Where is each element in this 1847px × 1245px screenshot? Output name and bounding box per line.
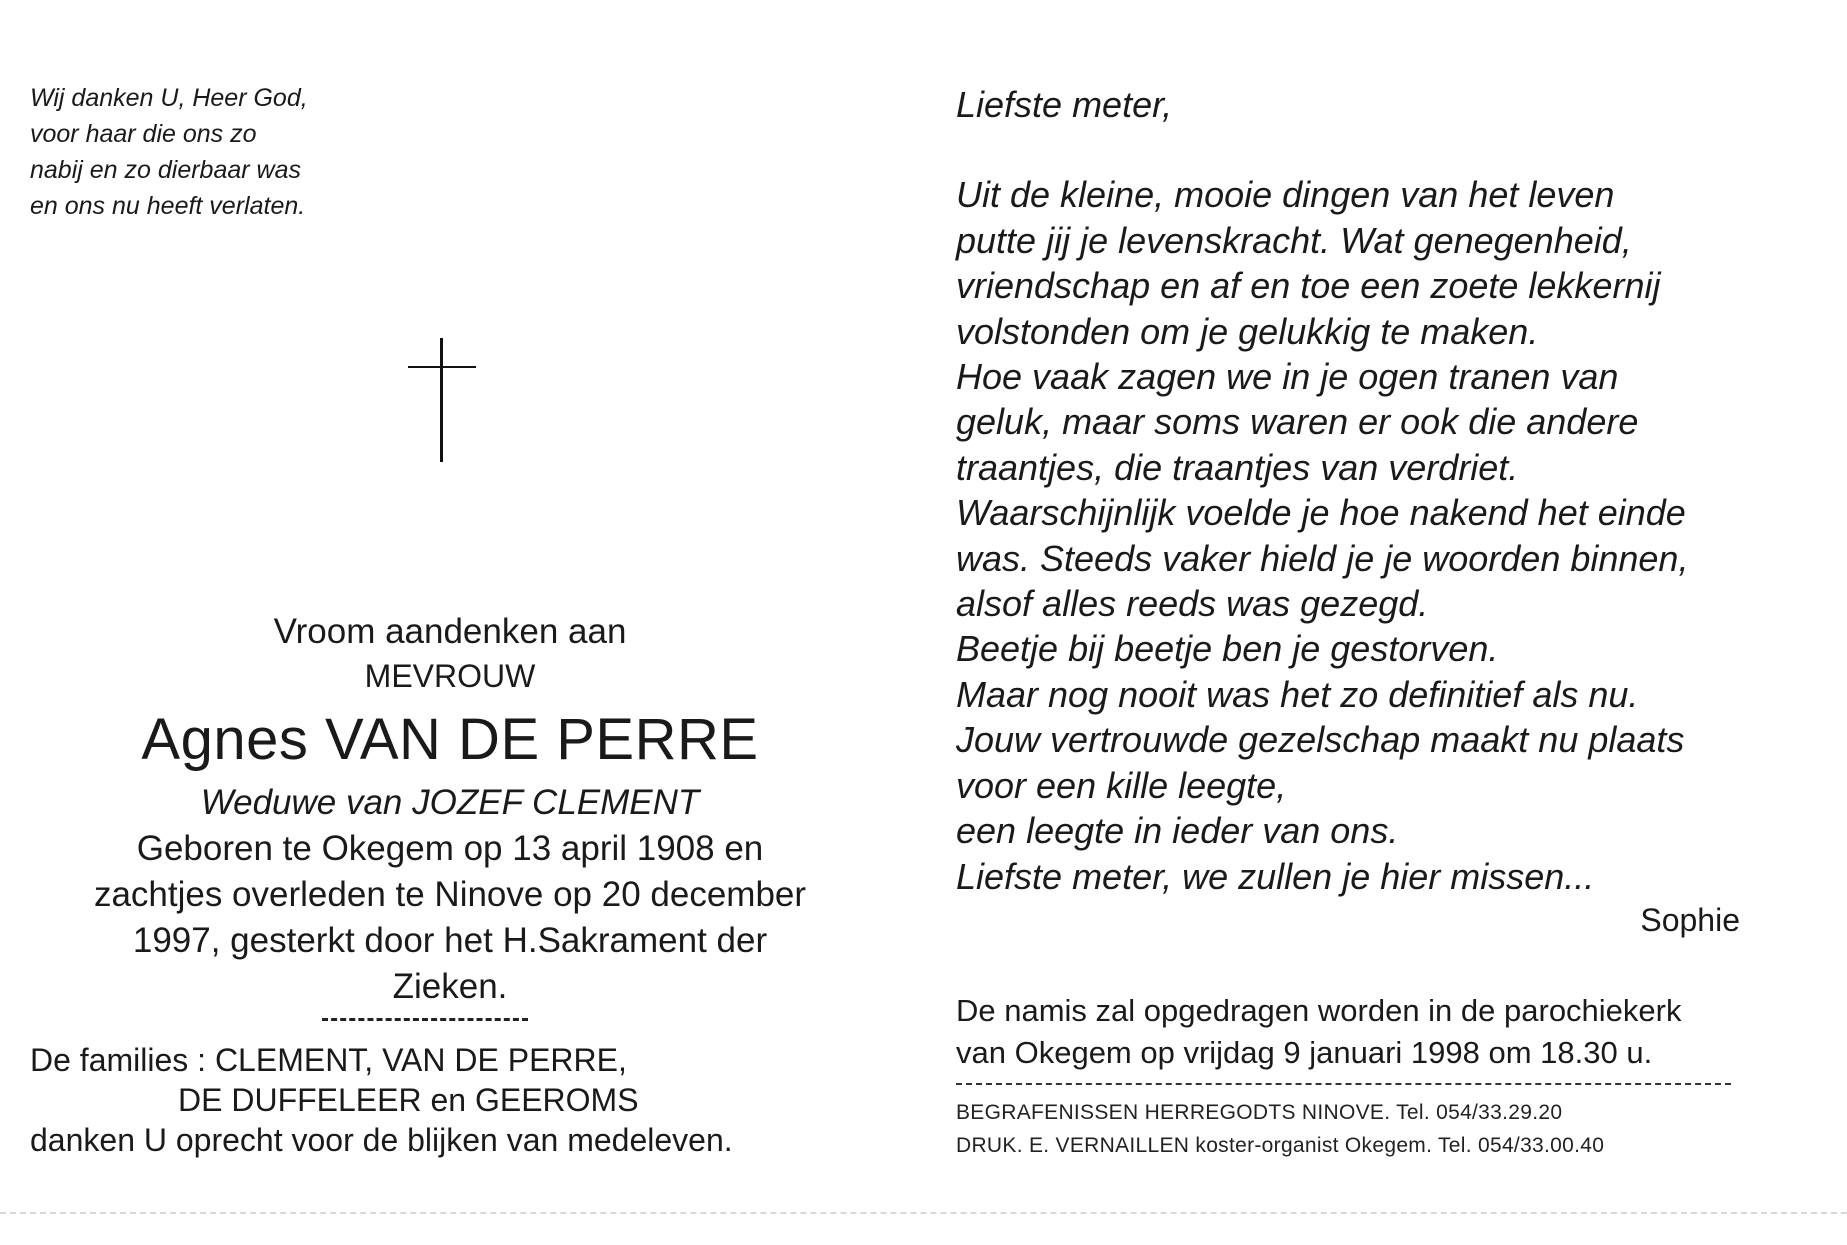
letter-line: Beetje bij beetje ben je gestorven. — [956, 628, 1499, 670]
letter-line: vriendschap en af en toe een zoete lekkernij — [956, 265, 1661, 307]
deceased-name: Agnes VAN DE PERRE — [141, 707, 759, 772]
biography-line: Geboren te Okegem op 13 april 1908 en — [136, 829, 764, 868]
biography-line: 1997, gesterkt door het H.Sakrament der — [132, 921, 768, 960]
biography-line: zachtjes overleden te Ninove op 20 december — [93, 875, 807, 914]
letter-line: voor een kille leegte, — [956, 764, 1287, 806]
letter-line: putte jij je levenskracht. Wat genegenheid, — [956, 219, 1632, 261]
letter-line: Uit de kleine, mooie dingen van het leven — [956, 174, 1615, 216]
credit-line: BEGRAFENISSEN HERREGODTS NINOVE. Tel. 054/33.29.20 — [956, 1101, 1563, 1124]
credit-line: DRUK. E. VERNAILLEN koster-organist Okegem. Tel. 054/33.00.40 — [956, 1134, 1605, 1157]
biography-line: Zieken. — [392, 967, 508, 1006]
family-thanks-line: DE DUFFELEER en GEEROMS — [178, 1082, 639, 1118]
letter-line: een leegte in ieder van ons. — [956, 810, 1399, 852]
cross-icon — [408, 338, 476, 462]
prayer-line: voor haar die ons zo — [30, 120, 257, 148]
prayer-line: nabij en zo dierbaar was — [30, 156, 301, 184]
family-thanks — [30, 1040, 850, 1160]
letter-line: Maar nog nooit was het zo definitief als nu. — [956, 673, 1639, 715]
letter-line: Liefste meter, we zullen je hier missen... — [956, 855, 1595, 897]
opening-prayer — [30, 80, 450, 224]
letter-line: Waarschijnlijk voelde je hoe nakend het einde — [956, 492, 1686, 534]
letter-line: Jouw vertrouwde gezelschap maakt nu plaats — [956, 719, 1685, 761]
letter-line: volstonden om je gelukkig te maken. — [956, 310, 1539, 352]
in-memory-heading: Vroom aandenken aan — [273, 612, 627, 651]
letter-line: alsof alles reeds was gezegd. — [956, 583, 1429, 625]
farewell-letter — [956, 82, 1796, 899]
mass-line: van Okegem op vrijdag 9 januari 1998 om 18.30 u. — [956, 1035, 1653, 1070]
letter-line: traantjes, die traantjes van verdriet. — [956, 446, 1519, 488]
letter-line: geluk, maar soms waren er ook die andere — [956, 401, 1639, 443]
letter-line: was. Steeds vaker hield je je woorden binnen, — [956, 537, 1689, 579]
biography — [20, 826, 880, 1010]
family-thanks-line: danken U oprecht voor de blijken van medeleven. — [30, 1122, 733, 1158]
scan-edge-line — [0, 1212, 1847, 1214]
prayer-line: Wij danken U, Heer God, — [30, 84, 308, 112]
prayer-line: en ons nu heeft verlaten. — [30, 192, 306, 220]
dashed-divider — [322, 1018, 528, 1021]
mass-line: De namis zal opgedragen worden in de parochiekerk — [956, 993, 1682, 1028]
mass-announcement — [956, 990, 1816, 1074]
letter-signature: Sophie — [1640, 902, 1740, 938]
honorific-title: MEVROUW — [364, 658, 536, 694]
widow-of-line: Weduwe van JOZEF CLEMENT — [200, 783, 700, 822]
family-thanks-line: De families : CLEMENT, VAN DE PERRE, — [30, 1042, 627, 1078]
printer-credits — [956, 1096, 1816, 1162]
dashed-divider — [956, 1083, 1731, 1085]
letter-line: Hoe vaak zagen we in je ogen tranen van — [956, 356, 1619, 398]
letter-greeting: Liefste meter, — [956, 84, 1173, 125]
